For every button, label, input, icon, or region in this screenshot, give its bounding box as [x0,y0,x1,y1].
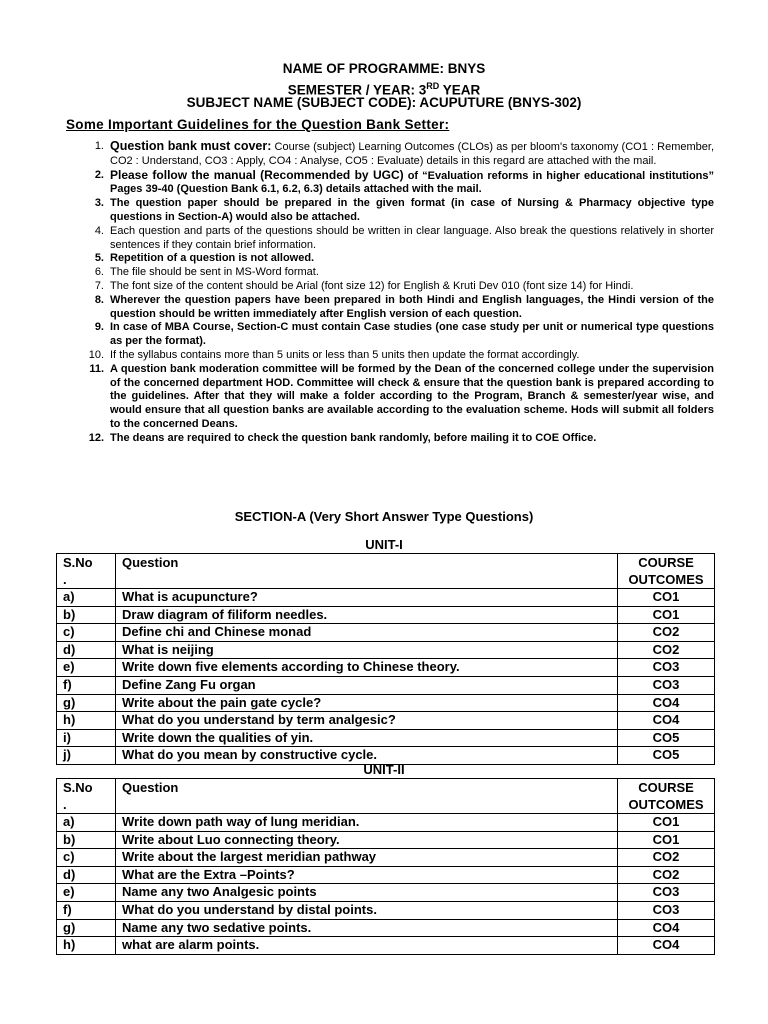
row-question: What is acupuncture? [116,589,618,607]
guideline-text: A question bank moderation committee will be formed by the Dean of the concerned college under the supervision of the concerned department HOD. Committee will check & ensure that the question bank is prepared according to the guidelines. After that they will make a folder according to the Program, Branch & semester/year wise, and would ensure that all question banks are available according to the evaluation scheme. Hods will submit all folders to the concerned Deans. [110,362,714,430]
unit2-title: UNIT-II [363,762,405,777]
row-question: What do you understand by distal points. [116,901,618,919]
row-sno: b) [57,606,116,624]
row-sno: d) [57,866,116,884]
table-row [57,884,715,902]
row-sno: g) [57,919,116,937]
guideline-bold-text: Please follow the manual (Recommended by UGC) [110,167,404,182]
table-row [57,694,715,712]
semester-superscript: RD [426,81,440,91]
row-course-outcome: CO2 [618,849,715,867]
programme-heading: NAME OF PROGRAMME: BNYS [282,61,486,76]
guideline-text: Each question and parts of the questions should be written in clear language. Also break the questions relatively in shorter sentences if they contain brief information. [110,224,714,251]
guideline-number: 5. [94,252,104,265]
course-outcomes-header [618,779,715,814]
table-row [57,866,715,884]
table-row [57,589,715,607]
guideline-number: 3. [94,197,104,210]
row-question: Write about Luo connecting theory. [116,831,618,849]
guideline-item [94,167,715,198]
row-sno: f) [57,901,116,919]
guideline-item [94,321,714,349]
section-title: SECTION-A (Very Short Answer Type Questions) [234,509,534,524]
row-question: What are the Extra –Points? [116,866,618,884]
row-sno: a) [57,814,116,832]
guideline-number: 10. [88,348,104,361]
table-row [57,624,715,642]
question-header: Question [116,779,618,814]
row-question: Define chi and Chinese monad [116,624,618,642]
co-header-line2: OUTCOMES [628,572,704,587]
row-course-outcome: CO5 [618,747,715,765]
row-sno: j) [57,747,116,765]
guideline-text: In case of MBA Course, Section-C must contain Case studies (one case study per unit or numerical type questions as per the format). [110,321,714,348]
guideline-item [88,431,714,446]
co-header-line2: OUTCOMES [628,797,704,812]
guideline-number: 7. [94,279,104,292]
guideline-number: 9. [94,321,104,334]
sno-header-line2: . [63,797,67,812]
row-question: Draw diagram of filiform needles. [116,606,618,624]
row-course-outcome: CO5 [618,729,715,747]
row-question: what are alarm points. [116,937,618,955]
row-course-outcome: CO2 [618,641,715,659]
sno-header-line1: S.No [63,780,93,795]
guideline-text: If the syllabus contains more than 5 units or less than 5 units then update the format accordingly. [110,348,580,361]
row-question: Write down the qualities of yin. [116,729,618,747]
sno-header-line1: S.No [63,555,93,570]
guideline-item [88,348,714,363]
guideline-item [94,266,714,280]
course-outcomes-header [618,554,715,589]
row-course-outcome: CO3 [618,676,715,694]
guideline-number: 6. [94,266,104,279]
row-sno: e) [57,659,116,677]
sno-header [57,779,116,814]
row-question: What do you mean by constructive cycle. [116,747,618,765]
guideline-number: 4. [94,224,104,237]
guideline-text: The file should be sent in MS-Word format. [110,266,319,279]
row-course-outcome: CO4 [618,919,715,937]
subject-heading: SUBJECT NAME (SUBJECT CODE): ACUPUTURE (BNYS-302) [186,95,582,110]
guideline-item [94,139,714,169]
row-sno: b) [57,831,116,849]
row-question: Write about the largest meridian pathway [116,849,618,867]
co-header-line1: COURSE [638,780,694,795]
table-header-row [57,779,715,814]
row-sno: g) [57,694,116,712]
table-row [57,712,715,730]
co-header-line1: COURSE [638,555,694,570]
row-course-outcome: CO1 [618,831,715,849]
table-row [57,901,715,919]
row-course-outcome: CO1 [618,814,715,832]
sno-header [57,554,116,589]
guideline-text: Repetition of a question is not allowed. [110,252,315,265]
guidelines-list [88,139,715,446]
unit2-table [56,778,715,955]
table-row [57,659,715,677]
guideline-number: 12. [88,431,104,444]
row-sno: f) [57,676,116,694]
row-course-outcome: CO4 [618,937,715,955]
row-sno: c) [57,849,116,867]
guideline-text: The question paper should be prepared in the given format (in case of Nursing & Pharmacy objective type questions in Section-A) would also be attached. [110,197,714,223]
row-course-outcome: CO2 [618,624,715,642]
unit1-table [56,553,715,765]
guideline-text: The deans are required to check the question bank randomly, before mailing it to COE Office. [110,431,597,444]
row-sno: e) [57,884,116,902]
question-header: Question [116,554,618,589]
row-course-outcome: CO3 [618,884,715,902]
guideline-text: The font size of the content should be Arial (font size 12) for English & Kruti Dev 010 (font size 14) for Hindi. [110,279,634,292]
row-question: Write about the pain gate cycle? [116,694,618,712]
guideline-number: 11. [89,362,104,375]
table-row [57,676,715,694]
row-sno: a) [57,589,116,607]
row-course-outcome: CO1 [618,606,715,624]
guideline-text: Course (subject) Learning Outcomes (CLOs) as per bloom's taxonomy (CO1 : Remember, CO2 : Understand, CO3 : Apply, CO4 : Analyse, CO5 : Evaluate) details in this regard are attached with the mail. [110,141,714,167]
unit1-title: UNIT-I [365,537,403,552]
row-course-outcome: CO4 [618,694,715,712]
semester-suffix: YEAR [439,82,481,98]
table-row [57,831,715,849]
guideline-bold-text: Question bank must cover: [110,139,272,153]
row-sno: h) [57,712,116,730]
row-question: Name any two Analgesic points [116,884,618,902]
row-sno: i) [57,729,116,747]
row-question: Define Zang Fu organ [116,676,618,694]
table-row [57,729,715,747]
table-row [57,919,715,937]
guideline-item [94,224,714,253]
guidelines-title: Some Important Guidelines for the Question Bank Setter: [66,117,450,132]
guideline-item [94,293,714,322]
row-course-outcome: CO3 [618,659,715,677]
row-course-outcome: CO1 [618,589,715,607]
guideline-item [94,252,714,266]
guideline-item [94,279,714,294]
row-question: What do you understand by term analgesic? [116,712,618,730]
sno-header-line2: . [63,572,67,587]
table-row [57,814,715,832]
guideline-item [89,362,714,432]
row-course-outcome: CO4 [618,712,715,730]
row-course-outcome: CO2 [618,866,715,884]
row-sno: d) [57,641,116,659]
guideline-number: 1. [94,140,104,152]
row-sno: h) [57,937,116,955]
row-question: Write down path way of lung meridian. [116,814,618,832]
guideline-item [94,197,714,225]
row-course-outcome: CO3 [618,901,715,919]
table-row [57,606,715,624]
guideline-text: of “Evaluation reforms in higher educational institutions” Pages 39-40 (Question Bank 6.1, 6.2, 6.3) details attached with the mail. [110,169,715,196]
row-question: What is neijing [116,641,618,659]
row-question: Write down five elements according to Chinese theory. [116,659,618,677]
table-row [57,849,715,867]
row-question: Name any two sedative points. [116,919,618,937]
table-header-row [57,554,715,589]
semester-prefix: SEMESTER / YEAR: 3 [287,82,427,98]
row-sno: c) [57,624,116,642]
guideline-text: Wherever the question papers have been prepared in both Hindi and English languages, the Hindi version of the question should be written immediately after English version of each question. [110,293,714,320]
table-row [57,937,715,955]
guideline-number: 8. [94,293,104,306]
table-row [57,641,715,659]
guideline-number: 2. [94,168,104,181]
